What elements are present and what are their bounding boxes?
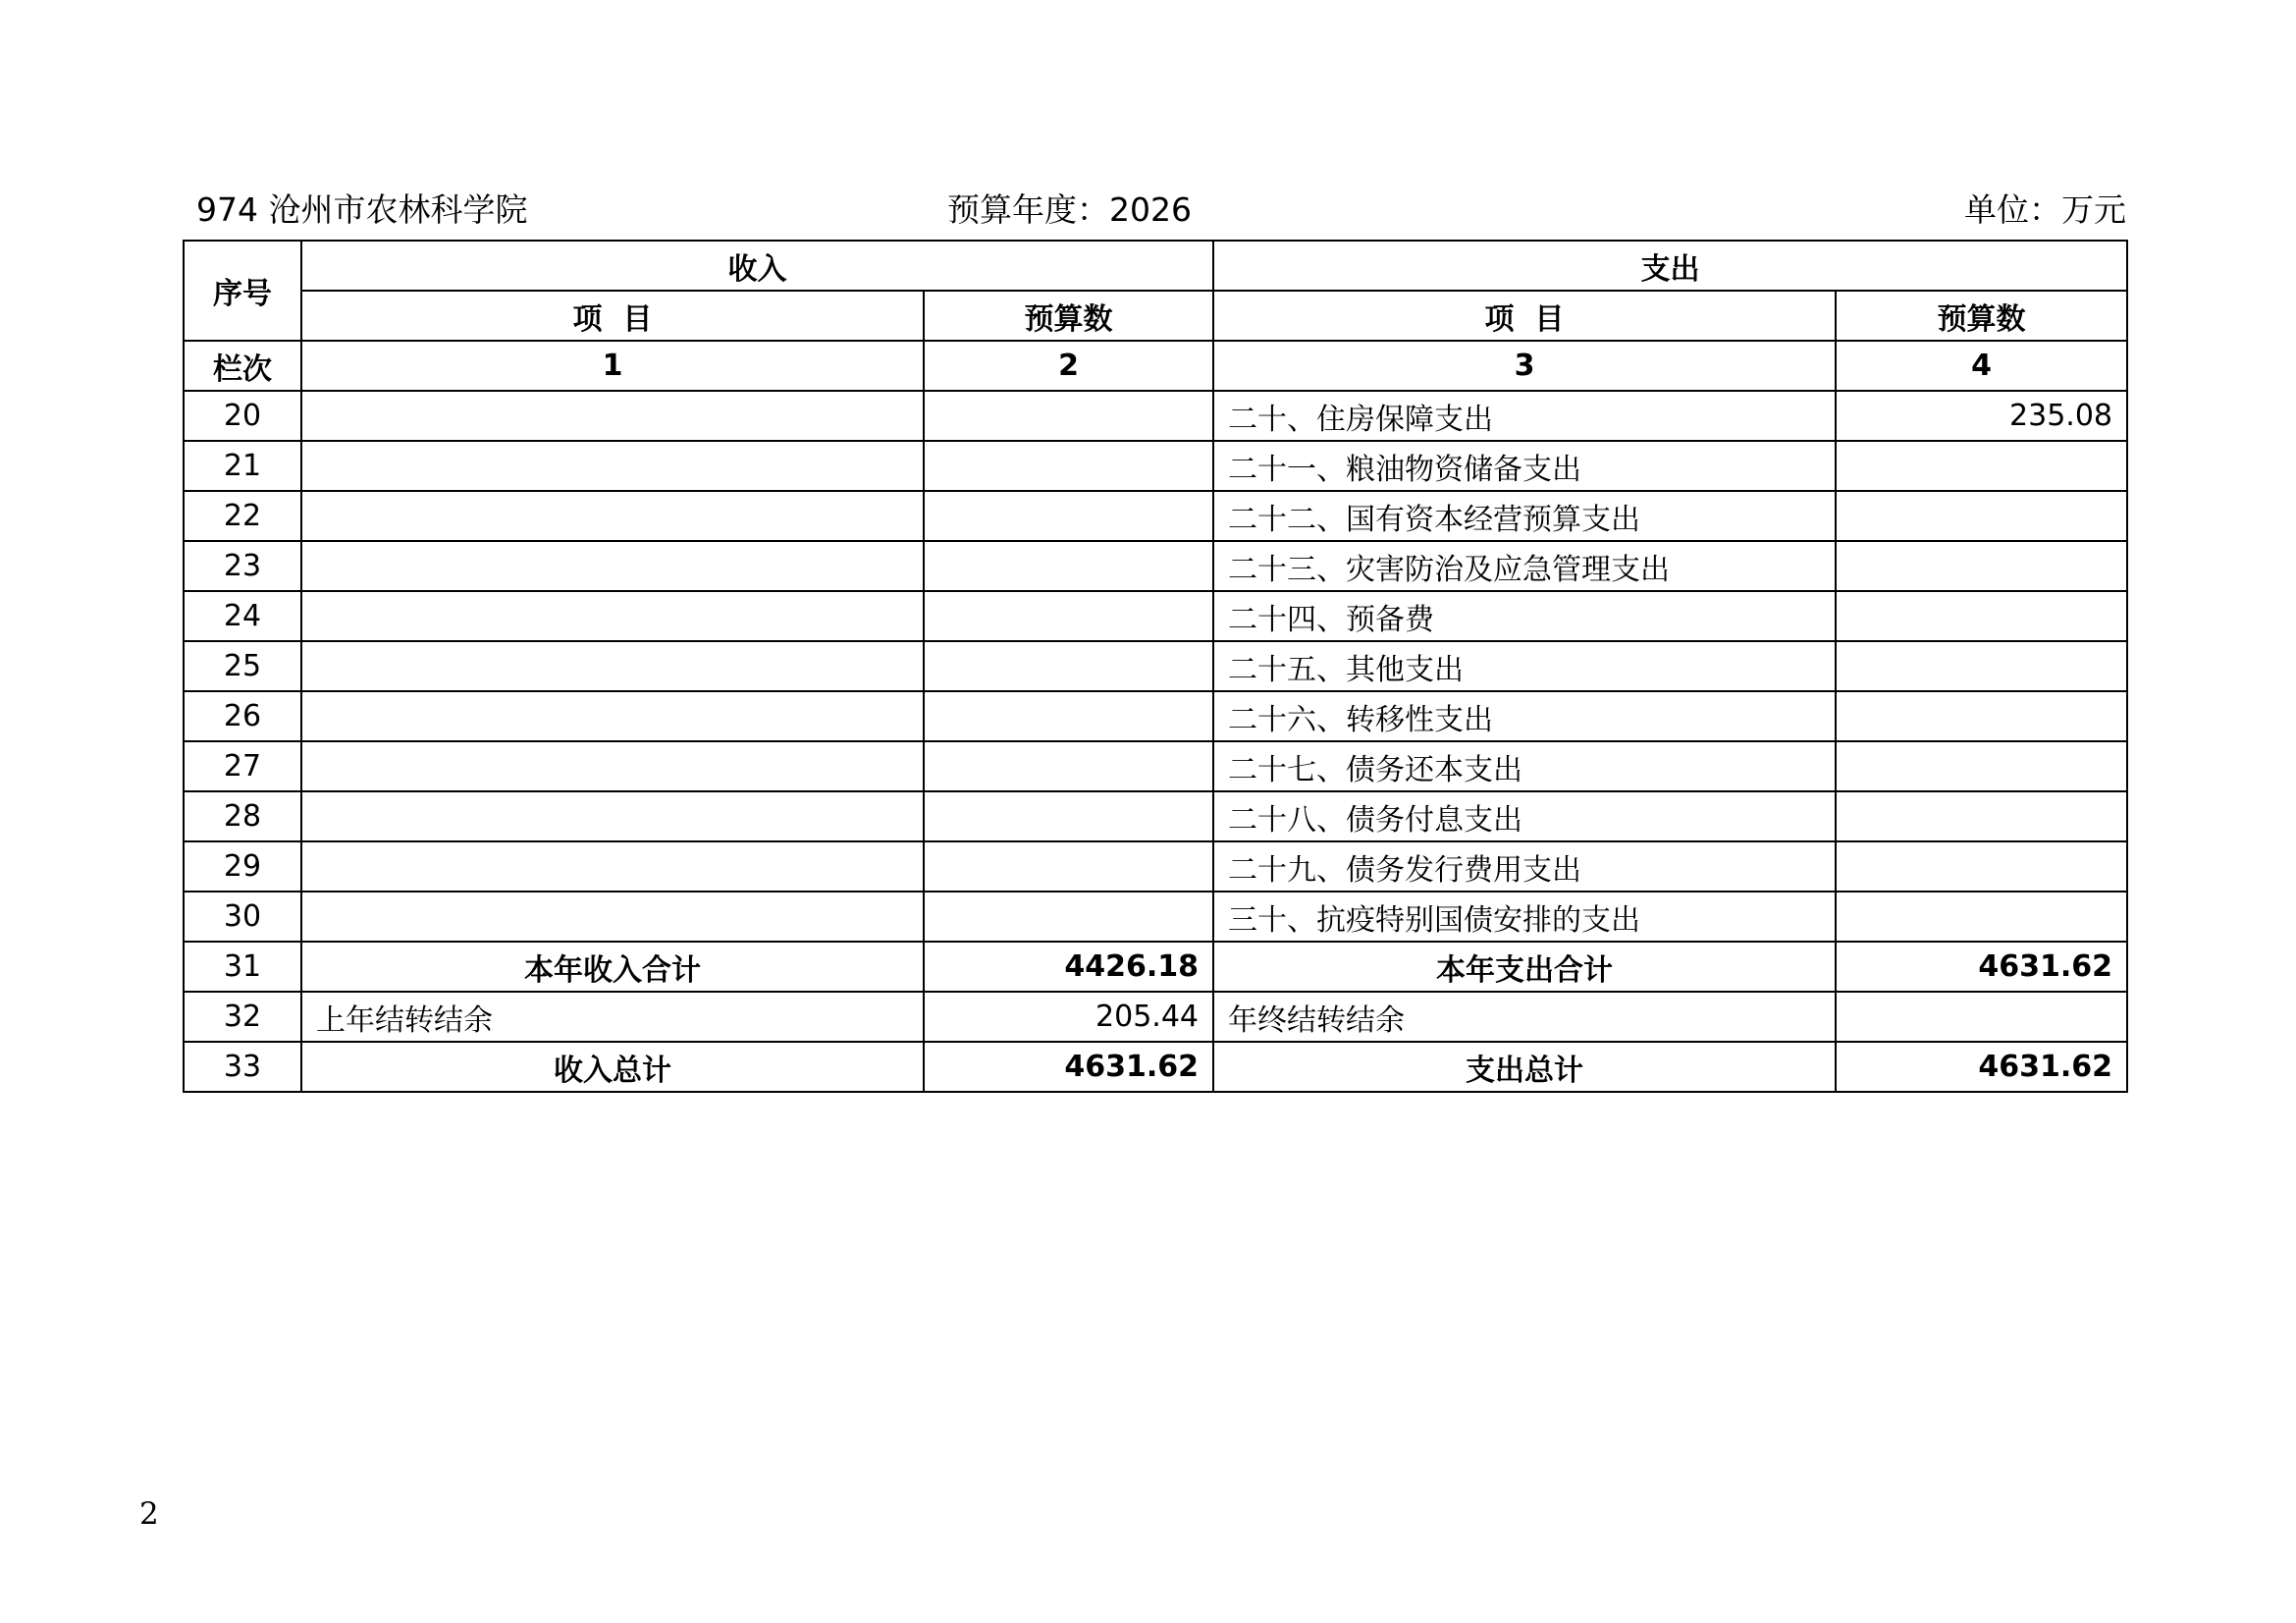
income-value [924,441,1213,491]
expense-value [1836,491,2127,541]
income-item [301,841,924,892]
income-value [924,641,1213,691]
table-header-row-2 [184,291,2127,341]
income-carryover-value: 205.44 [924,992,1213,1042]
expense-item: 三十、抗疫特别国债安排的支出 [1213,892,1836,942]
expense-item: 二十六、转移性支出 [1213,691,1836,741]
income-item-header: 项 目 [301,291,924,341]
expense-item: 二十九、债务发行费用支出 [1213,841,1836,892]
income-value [924,892,1213,942]
income-value [924,791,1213,841]
currency-unit: 单位：万元 [1964,190,2126,229]
row-seq: 32 [184,992,301,1042]
income-value [924,841,1213,892]
expense-total-label: 支出总计 [1213,1042,1836,1092]
income-value [924,391,1213,441]
table-row [184,541,2127,591]
column-number: 3 [1213,341,1836,391]
table-row [184,641,2127,691]
income-item [301,541,924,591]
expense-item: 二十、住房保障支出 [1213,391,1836,441]
seq-header: 序号 [184,241,301,341]
income-value [924,741,1213,791]
income-subtotal-label: 本年收入合计 [301,942,924,992]
income-value-header: 预算数 [924,291,1213,341]
expense-item: 二十五、其他支出 [1213,641,1836,691]
income-item [301,691,924,741]
income-value [924,691,1213,741]
column-number: 1 [301,341,924,391]
income-value [924,491,1213,541]
budget-year: 预算年度：2026 [947,190,1192,229]
expense-subtotal-value: 4631.62 [1836,942,2127,992]
expense-subtotal-label: 本年支出合计 [1213,942,1836,992]
table-row [184,691,2127,741]
row-seq: 23 [184,541,301,591]
income-item [301,491,924,541]
carryover-row [184,992,2127,1042]
expense-item: 二十七、债务还本支出 [1213,741,1836,791]
row-seq: 21 [184,441,301,491]
table-row [184,791,2127,841]
row-seq: 24 [184,591,301,641]
expense-value [1836,691,2127,741]
income-header: 收入 [301,241,1213,291]
income-value [924,591,1213,641]
expense-value [1836,641,2127,691]
income-item [301,591,924,641]
income-item [301,741,924,791]
row-seq: 33 [184,1042,301,1092]
table-row [184,391,2127,441]
row-seq: 25 [184,641,301,691]
expense-value [1836,741,2127,791]
budget-table [183,240,2128,1093]
income-item [301,892,924,942]
expense-value [1836,892,2127,942]
expense-item: 二十八、债务付息支出 [1213,791,1836,841]
table-row [184,892,2127,942]
expense-value [1836,841,2127,892]
expense-carryover-label: 年终结转结余 [1213,992,1836,1042]
row-seq: 26 [184,691,301,741]
expense-item: 二十一、粮油物资储备支出 [1213,441,1836,491]
income-total-value: 4631.62 [924,1042,1213,1092]
unit-name: 974 沧州市农林科学院 [196,190,528,229]
column-number: 2 [924,341,1213,391]
income-item [301,641,924,691]
row-seq: 28 [184,791,301,841]
income-carryover-label: 上年结转结余 [301,992,924,1042]
column-number: 4 [1836,341,2127,391]
expense-item: 二十二、国有资本经营预算支出 [1213,491,1836,541]
table-row [184,841,2127,892]
table-header-row-1 [184,241,2127,291]
expense-value [1836,441,2127,491]
page-number: 2 [139,1496,159,1532]
expense-value [1836,541,2127,591]
column-index-row [184,341,2127,391]
income-item [301,791,924,841]
grand-total-row [184,1042,2127,1092]
table-row [184,591,2127,641]
expense-header: 支出 [1213,241,2127,291]
expense-value: 235.08 [1836,391,2127,441]
income-item [301,441,924,491]
expense-item: 二十四、预备费 [1213,591,1836,641]
income-total-label: 收入总计 [301,1042,924,1092]
page-header [196,189,2126,232]
expense-item: 二十三、灾害防治及应急管理支出 [1213,541,1836,591]
annual-total-row [184,942,2127,992]
expense-item-header: 项 目 [1213,291,1836,341]
expense-value-header: 预算数 [1836,291,2127,341]
row-seq: 31 [184,942,301,992]
row-seq: 29 [184,841,301,892]
row-seq: 20 [184,391,301,441]
row-seq: 27 [184,741,301,791]
table-row [184,741,2127,791]
row-seq: 22 [184,491,301,541]
expense-value [1836,591,2127,641]
income-subtotal-value: 4426.18 [924,942,1213,992]
column-index-label: 栏次 [184,341,301,391]
expense-carryover-value [1836,992,2127,1042]
income-item [301,391,924,441]
table-row [184,491,2127,541]
table-row [184,441,2127,491]
expense-total-value: 4631.62 [1836,1042,2127,1092]
income-value [924,541,1213,591]
expense-value [1836,791,2127,841]
row-seq: 30 [184,892,301,942]
